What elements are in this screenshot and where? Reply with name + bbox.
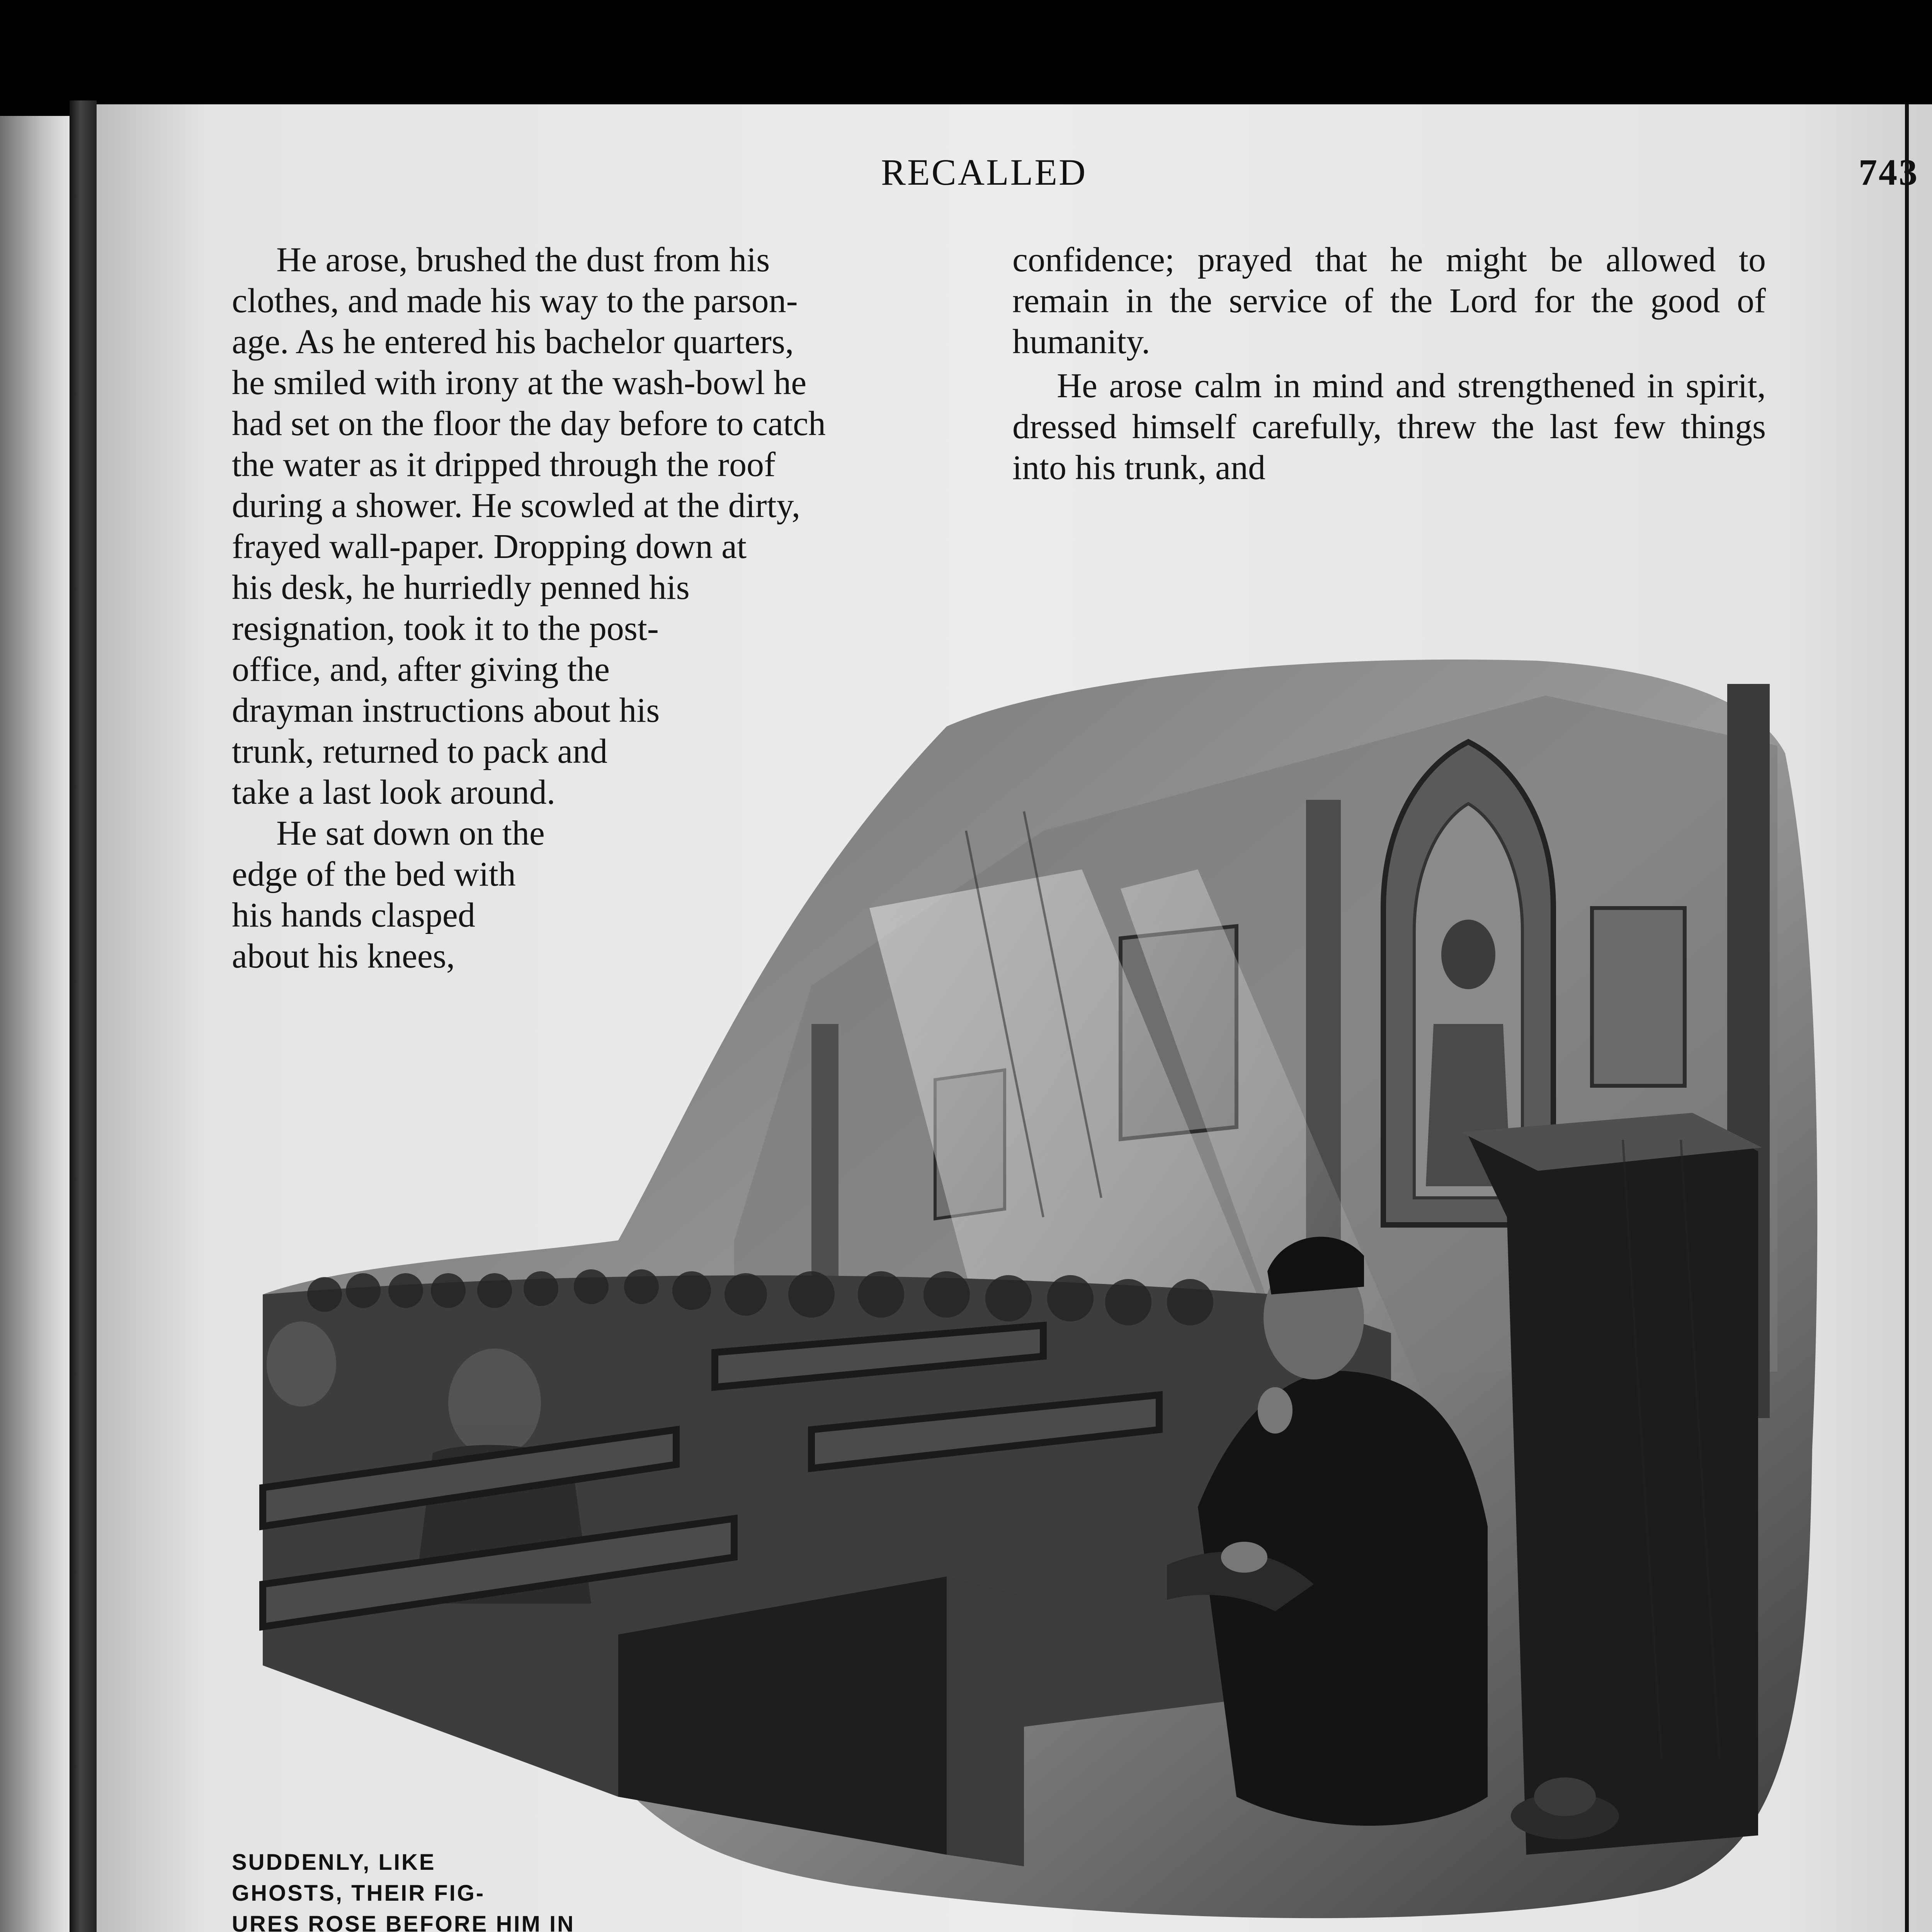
text-line: He sat down on the [276,814,545,852]
text-line: frayed wall-paper. Dropping down at [232,527,747,566]
text-line: about his knees, [232,937,455,975]
text-line: the water as it dripped through the roof [232,446,776,484]
running-head [0,151,1932,213]
text-line: edge of the bed with [232,855,516,893]
caption-line: GHOSTS, THEIR FIG- [232,1881,485,1906]
running-title: RECALLED [881,151,1087,193]
church-illustration [232,638,1847,1932]
text-line: his desk, he hurriedly penned his [232,568,690,607]
top-right-column [1012,240,1766,488]
caption-line: SUDDENLY, LIKE [232,1850,436,1875]
wall-panel [1592,908,1685,1086]
text-line: his hands clasped [232,896,475,934]
text-line: he smiled with irony at the wash-bowl he [232,364,807,402]
paragraph: He arose calm in mind and strengthened in spirit, dressed himself carefully, threw the last few things into his trunk, and [1012,367,1766,487]
text-line: office, and, after giving the [232,650,610,689]
text-line: had set on the floor the day before to catch [232,405,826,443]
old-man-figure [448,1349,541,1457]
text-line: He arose, brushed the dust from his [276,241,770,279]
text-line: during a shower. He scowled at the dirty, [232,486,801,525]
text-line: clothes, and made his way to the parson- [232,282,798,320]
woman-figure [267,1321,336,1406]
text-line: drayman instructions about his [232,691,660,730]
text-line: age. As he entered his bachelor quarters, [232,323,794,361]
book-binding [70,100,97,1932]
caption-line: URES ROSE BEFORE HIM IN [232,1912,575,1932]
text-line: trunk, returned to pack and [232,732,608,770]
paragraph: confidence; prayed that he might be allowed to remain in the service of the Lord for the good of humanity. [1012,241,1766,361]
text-line: resignation, took it to the post- [232,609,659,648]
page-edge-rule [1905,104,1909,1932]
illustration-caption [232,1847,742,1932]
page-number: 743 [1859,151,1919,193]
text-line: take a last look around. [232,773,556,811]
